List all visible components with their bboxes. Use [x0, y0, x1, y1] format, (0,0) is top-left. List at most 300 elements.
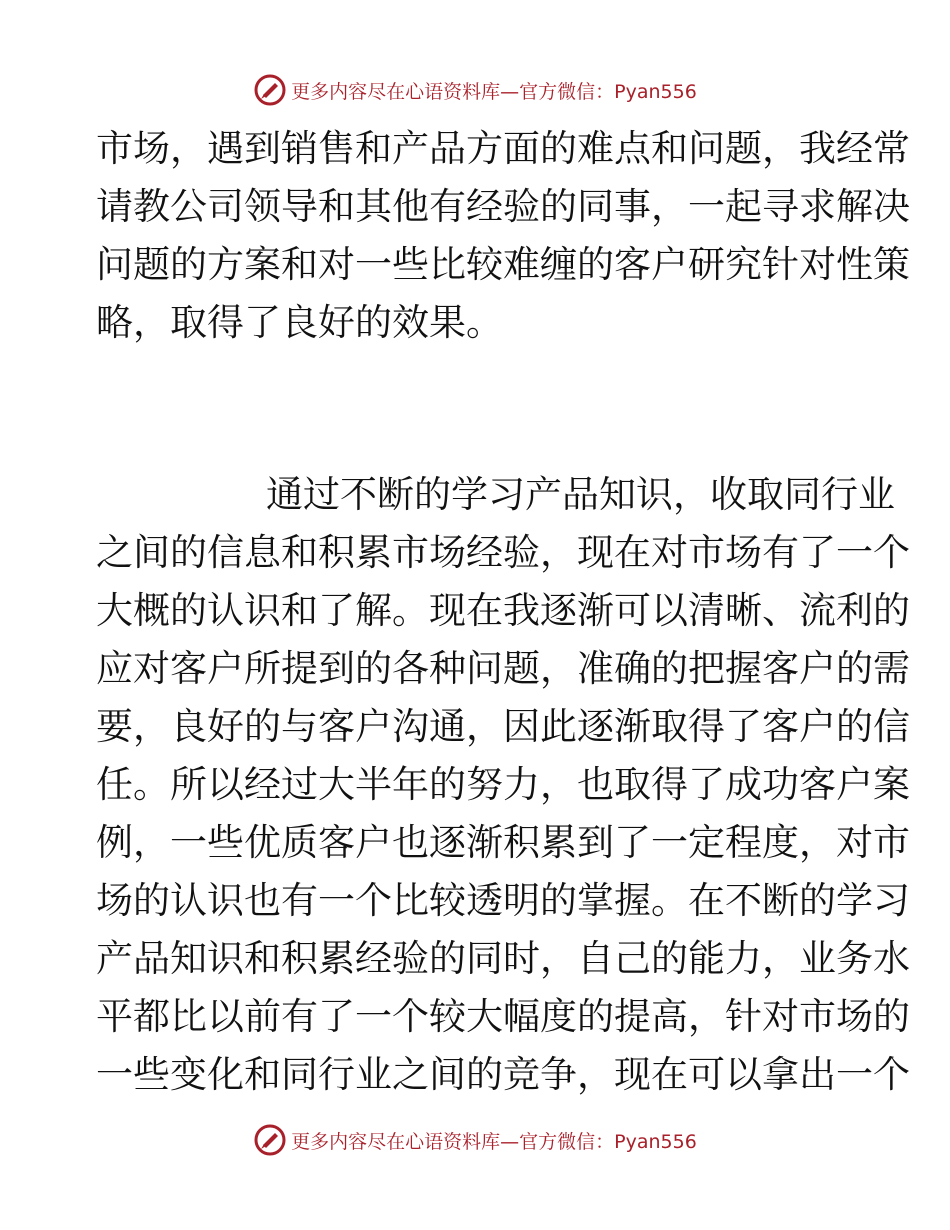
glyph: 寻	[762, 185, 799, 228]
glyph: 的	[355, 301, 392, 344]
glyph: 些	[207, 821, 244, 864]
glyph: 个	[392, 995, 429, 1038]
glyph: 得	[207, 301, 244, 344]
glyph: 客	[318, 821, 355, 864]
glyph: 客	[170, 647, 207, 690]
glyph: 验	[392, 937, 429, 980]
glyph: 以	[651, 589, 688, 632]
glyph: 己	[614, 937, 651, 980]
glyph: 能	[688, 937, 725, 980]
glyph: 的	[651, 647, 688, 690]
glyph: ，	[540, 647, 577, 690]
glyph: 努	[466, 763, 503, 806]
glyph: 断	[377, 473, 414, 516]
glyph: 户	[207, 647, 244, 690]
glyph: 题	[503, 647, 540, 690]
glyph: 略	[96, 301, 133, 344]
glyph: 有	[429, 185, 466, 228]
glyph: 累	[318, 937, 355, 980]
glyph: 争	[540, 1053, 577, 1096]
glyph: 公	[170, 185, 207, 228]
glyph: 识	[636, 473, 673, 516]
glyph: 取	[614, 763, 651, 806]
glyph: 取	[170, 301, 207, 344]
glyph: 一	[318, 879, 355, 922]
glyph: ，	[577, 1053, 614, 1096]
glyph: 得	[688, 705, 725, 748]
glyph: 质	[281, 821, 318, 864]
glyph: 定	[688, 821, 725, 864]
glyph: 知	[599, 473, 636, 516]
glyph: 幅	[503, 995, 540, 1038]
glyph: 同	[466, 937, 503, 980]
glyph: 验	[503, 185, 540, 228]
glyph: 经	[355, 937, 392, 980]
glyph: 领	[244, 185, 281, 228]
glyph: 针	[762, 243, 799, 286]
glyph: 业	[858, 473, 895, 516]
glyph: 对	[799, 243, 836, 286]
glyph: 个	[873, 531, 910, 574]
text-line	[96, 930, 910, 988]
glyph: 场	[836, 995, 873, 1038]
glyph: 一	[355, 995, 392, 1038]
glyph: 程	[725, 821, 762, 864]
paragraph-gap	[96, 352, 856, 466]
glyph: 概	[133, 589, 170, 632]
text-line	[96, 236, 910, 294]
glyph: 应	[96, 647, 133, 690]
glyph: 提	[614, 995, 651, 1038]
glyph: 的	[540, 879, 577, 922]
glyph: 变	[170, 1053, 207, 1096]
glyph: 拿	[762, 1053, 799, 1096]
glyph: 的	[873, 995, 910, 1038]
glyph: 市	[799, 995, 836, 1038]
glyph: 息	[244, 531, 281, 574]
glyph: 。	[651, 879, 688, 922]
glyph: 识	[244, 589, 281, 632]
glyph: 市	[96, 127, 133, 170]
text-line	[96, 698, 910, 756]
glyph: 的	[651, 937, 688, 980]
glyph: 市	[688, 531, 725, 574]
glyph: 务	[836, 937, 873, 980]
text-line	[96, 178, 910, 236]
glyph: 他	[392, 185, 429, 228]
glyph: 同	[577, 185, 614, 228]
glyph: 究	[725, 243, 762, 286]
glyph: 产	[525, 473, 562, 516]
glyph: 现	[429, 589, 466, 632]
glyph: 都	[133, 995, 170, 1038]
glyph: 的	[799, 879, 836, 922]
glyph: 起	[725, 185, 762, 228]
glyph: 识	[207, 879, 244, 922]
glyph: 以	[725, 1053, 762, 1096]
glyph: 了	[799, 531, 836, 574]
glyph: 的	[429, 937, 466, 980]
glyph: 户	[799, 705, 836, 748]
glyph: 到	[577, 821, 614, 864]
glyph: 行	[318, 1053, 355, 1096]
glyph: 的	[429, 763, 466, 806]
glyph: 针	[725, 995, 762, 1038]
glyph: 一	[836, 1053, 873, 1096]
glyph: 市	[392, 531, 429, 574]
glyph: 售	[318, 127, 355, 170]
glyph: 提	[281, 647, 318, 690]
glyph: 决	[873, 185, 910, 228]
glyph: 掌	[577, 879, 614, 922]
glyph: 。	[466, 301, 503, 344]
glyph: 。	[392, 589, 429, 632]
glyph: 过	[303, 473, 340, 516]
glyph: 同	[281, 1053, 318, 1096]
glyph: 效	[392, 301, 429, 344]
glyph: 请	[96, 185, 133, 228]
glyph: 可	[688, 1053, 725, 1096]
glyph: 力	[503, 763, 540, 806]
glyph: 场	[96, 879, 133, 922]
glyph: 的	[836, 705, 873, 748]
glyph: 客	[799, 763, 836, 806]
glyph: ，	[799, 821, 836, 864]
glyph: 一	[651, 821, 688, 864]
glyph: 业	[799, 937, 836, 980]
glyph: 的	[540, 185, 577, 228]
glyph: 业	[355, 1053, 392, 1096]
glyph: 对	[133, 647, 170, 690]
glyph: 些	[392, 243, 429, 286]
footer-watermark	[0, 1120, 950, 1160]
glyph: ，	[540, 531, 577, 574]
glyph: 策	[873, 243, 910, 286]
glyph: 以	[207, 763, 244, 806]
glyph: 力	[725, 937, 762, 980]
header-watermark	[0, 70, 950, 110]
glyph: 现	[577, 531, 614, 574]
glyph: ，	[540, 763, 577, 806]
glyph: 不	[725, 879, 762, 922]
header-watermark-text: 更多内容尽在心语资料库—官方微信：Pyan556	[291, 80, 697, 103]
glyph: 有	[281, 995, 318, 1038]
glyph: 出	[799, 1053, 836, 1096]
glyph: 缠	[540, 243, 577, 286]
glyph: ，	[540, 937, 577, 980]
glyph: 好	[318, 301, 355, 344]
glyph: 逐	[577, 705, 614, 748]
glyph: 透	[466, 879, 503, 922]
text-line	[96, 814, 910, 872]
glyph: 验	[503, 531, 540, 574]
glyph: 渐	[614, 705, 651, 748]
glyph: 问	[688, 127, 725, 170]
footer-watermark-text: 更多内容尽在心语资料库—官方微信：Pyan556	[291, 1130, 697, 1153]
glyph: 不	[340, 473, 377, 516]
glyph: 逐	[429, 821, 466, 864]
glyph: 与	[281, 705, 318, 748]
glyph: 此	[540, 705, 577, 748]
text-line	[96, 872, 910, 930]
glyph: 明	[503, 879, 540, 922]
glyph: 一	[96, 1053, 133, 1096]
glyph: 渐	[466, 821, 503, 864]
glyph: 前	[244, 995, 281, 1038]
glyph: 时	[503, 937, 540, 980]
glyph: 和	[318, 185, 355, 228]
glyph: ，	[466, 705, 503, 748]
glyph: ，	[762, 127, 799, 170]
glyph: 积	[318, 531, 355, 574]
glyph: 习	[873, 879, 910, 922]
glyph: 良	[170, 705, 207, 748]
text-line	[96, 582, 910, 640]
glyph: 户	[836, 763, 873, 806]
glyph: 了	[318, 589, 355, 632]
glyph: 把	[688, 647, 725, 690]
glyph: 点	[614, 127, 651, 170]
glyph: 的	[873, 589, 910, 632]
glyph: 积	[503, 821, 540, 864]
glyph: 解	[836, 185, 873, 228]
glyph: 学	[836, 879, 873, 922]
glyph: 问	[96, 243, 133, 286]
glyph: 对	[651, 531, 688, 574]
glyph: 了	[318, 995, 355, 1038]
glyph: 现	[614, 1053, 651, 1096]
glyph: ，	[651, 185, 688, 228]
glyph: 之	[392, 1053, 429, 1096]
glyph: 对	[318, 243, 355, 286]
glyph: 流	[799, 589, 836, 632]
text-line	[96, 1046, 910, 1104]
paragraph-2	[96, 466, 910, 1104]
glyph: 在	[614, 531, 651, 574]
glyph: 的	[414, 473, 451, 516]
glyph: 取	[747, 473, 784, 516]
glyph: 竞	[503, 1053, 540, 1096]
glyph: 良	[281, 301, 318, 344]
glyph: 也	[392, 821, 429, 864]
glyph: 经	[466, 531, 503, 574]
glyph: 我	[799, 127, 836, 170]
glyph: ，	[133, 705, 170, 748]
glyph: 场	[725, 531, 762, 574]
glyph: 导	[281, 185, 318, 228]
text-line	[96, 988, 910, 1046]
text-line	[96, 756, 910, 814]
glyph: ，	[762, 937, 799, 980]
glyph: 了	[688, 763, 725, 806]
glyph: 案	[873, 763, 910, 806]
glyph: 大	[466, 995, 503, 1038]
glyph: 的	[170, 589, 207, 632]
glyph: 化	[207, 1053, 244, 1096]
glyph: 和	[355, 127, 392, 170]
glyph: 和	[244, 1053, 281, 1096]
glyph: 案	[244, 243, 281, 286]
glyph: 和	[651, 127, 688, 170]
glyph: 度	[762, 821, 799, 864]
glyph: 任	[96, 763, 133, 806]
text-line	[96, 640, 910, 698]
glyph: 的	[836, 647, 873, 690]
glyph: 和	[281, 243, 318, 286]
glyph: 累	[355, 531, 392, 574]
glyph: 了	[614, 821, 651, 864]
glyph: 的	[540, 127, 577, 170]
glyph: 个	[873, 1053, 910, 1096]
glyph: 比	[170, 995, 207, 1038]
glyph: 行	[821, 473, 858, 516]
glyph: 了	[725, 705, 762, 748]
glyph: 过	[281, 763, 318, 806]
glyph: ，	[673, 473, 710, 516]
glyph: 较	[429, 879, 466, 922]
glyph: 教	[133, 185, 170, 228]
glyph: 事	[614, 185, 651, 228]
glyph: ，	[170, 127, 207, 170]
glyph: 以	[207, 995, 244, 1038]
glyph: 在	[466, 589, 503, 632]
glyph: 一	[688, 185, 725, 228]
glyph: 成	[725, 763, 762, 806]
glyph: 经	[244, 763, 281, 806]
glyph: 客	[762, 705, 799, 748]
glyph: 渐	[577, 589, 614, 632]
glyph: 性	[836, 243, 873, 286]
glyph: 对	[836, 821, 873, 864]
glyph: 通	[429, 705, 466, 748]
glyph: 有	[762, 531, 799, 574]
glyph: 各	[392, 647, 429, 690]
glyph: 一	[170, 821, 207, 864]
glyph: 断	[762, 879, 799, 922]
glyph: 需	[873, 647, 910, 690]
glyph: 其	[355, 185, 392, 228]
glyph: 的	[466, 1053, 503, 1096]
glyph: 逐	[540, 589, 577, 632]
glyph: 信	[207, 531, 244, 574]
glyph: 户	[355, 821, 392, 864]
glyph: 收	[710, 473, 747, 516]
glyph: 户	[651, 243, 688, 286]
glyph: 客	[614, 243, 651, 286]
glyph: 和	[244, 937, 281, 980]
glyph: 对	[762, 995, 799, 1038]
glyph: 难	[577, 127, 614, 170]
glyph: 所	[244, 647, 281, 690]
glyph: 好	[207, 705, 244, 748]
glyph: 要	[96, 705, 133, 748]
glyph: 间	[429, 1053, 466, 1096]
text-line	[96, 120, 910, 178]
glyph: 晰	[725, 589, 762, 632]
glyph: 和	[281, 589, 318, 632]
glyph: 自	[577, 937, 614, 980]
glyph: 清	[688, 589, 725, 632]
glyph: 在	[688, 879, 725, 922]
glyph: 准	[577, 647, 614, 690]
glyph: 的	[170, 531, 207, 574]
glyph: 握	[614, 879, 651, 922]
glyph: 例	[96, 821, 133, 864]
glyph: 利	[836, 589, 873, 632]
glyph: 通	[266, 473, 303, 516]
glyph: 比	[429, 243, 466, 286]
glyph: 求	[799, 185, 836, 228]
glyph: 户	[355, 705, 392, 748]
glyph: 得	[651, 763, 688, 806]
glyph: 和	[281, 531, 318, 574]
glyph: 的	[355, 647, 392, 690]
glyph: 取	[651, 705, 688, 748]
brand-logo-icon	[253, 73, 287, 107]
glyph: 因	[503, 705, 540, 748]
glyph: 知	[170, 937, 207, 980]
glyph: 高	[651, 995, 688, 1038]
glyph: ，	[133, 821, 170, 864]
glyph: 个	[355, 879, 392, 922]
glyph: 了	[244, 301, 281, 344]
text-line	[96, 466, 895, 524]
glyph: 客	[762, 647, 799, 690]
glyph: 种	[429, 647, 466, 690]
glyph: 到	[318, 647, 355, 690]
glyph: 到	[244, 127, 281, 170]
glyph: 大	[96, 589, 133, 632]
glyph: 所	[170, 763, 207, 806]
glyph: 大	[318, 763, 355, 806]
glyph: 的	[577, 243, 614, 286]
glyph: 半	[355, 763, 392, 806]
glyph: 的	[170, 243, 207, 286]
glyph: 功	[762, 763, 799, 806]
glyph: 较	[466, 243, 503, 286]
glyph: 难	[503, 243, 540, 286]
glyph: 品	[562, 473, 599, 516]
glyph: 的	[244, 705, 281, 748]
glyph: 度	[540, 995, 577, 1038]
glyph: 司	[207, 185, 244, 228]
glyph: 问	[466, 647, 503, 690]
glyph: 的	[577, 995, 614, 1038]
glyph: 同	[784, 473, 821, 516]
glyph: 较	[429, 995, 466, 1038]
glyph: 水	[873, 937, 910, 980]
glyph: 一	[355, 243, 392, 286]
glyph: 识	[207, 937, 244, 980]
glyph: ，	[133, 301, 170, 344]
glyph: 经	[466, 185, 503, 228]
glyph: 场	[429, 531, 466, 574]
glyph: 解	[355, 589, 392, 632]
glyph: 认	[207, 589, 244, 632]
glyph: 平	[96, 995, 133, 1038]
glyph: 方	[207, 243, 244, 286]
glyph: 面	[503, 127, 540, 170]
glyph: 年	[392, 763, 429, 806]
glyph: 累	[540, 821, 577, 864]
glyph: 学	[451, 473, 488, 516]
glyph: 也	[577, 763, 614, 806]
glyph: 方	[466, 127, 503, 170]
glyph: 常	[873, 127, 910, 170]
document-body	[96, 120, 910, 1104]
glyph: 之	[96, 531, 133, 574]
text-line	[96, 524, 910, 582]
